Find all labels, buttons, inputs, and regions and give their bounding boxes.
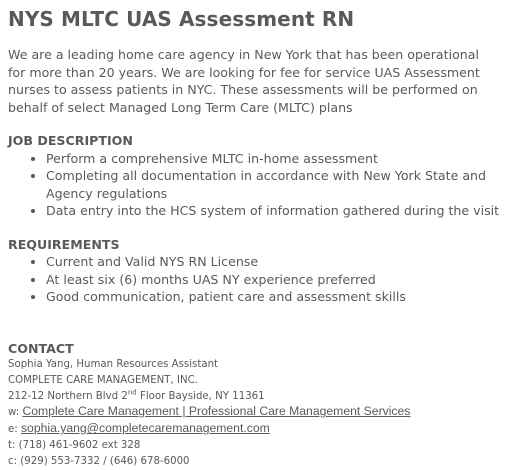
contact-website [8,404,500,421]
address-text: 212-12 Northern Blvd 2 [8,390,128,402]
website-prefix: w: [8,407,23,419]
list-item: • Completing all documentation in accordance with New York State and Agency regulations [46,167,500,202]
list-item: • At least six (6) months UAS NY experience preferred [46,271,500,289]
job-description-list [8,150,500,220]
job-posting [8,6,500,470]
contact-company: COMPLETE CARE MANAGEMENT, INC. [8,374,198,386]
list-item: • Data entry into the HCS system of information gathered during the visit [46,202,500,220]
contact-section [8,340,500,470]
list-item: • Perform a comprehensive MLTC in-home assessment [46,150,500,168]
email-prefix: e: [8,424,21,436]
website-link[interactable]: Complete Care Management | Professional Care Management Services [22,404,411,419]
requirements-section [8,236,500,306]
address-text-rest: Floor Bayside, NY 11361 [136,390,265,402]
contact-email [8,421,500,438]
list-item: • Current and Valid NYS RN License [46,253,500,271]
contact-name: Sophia Yang, Human Resources Assistant [8,359,219,370]
job-description-section [8,132,500,220]
contact-phone: t: (718) 461-9602 ext 328 [8,439,141,451]
intro-paragraph: We are a leading home care agency in New York that has been operational for more than 20 years. We are looking for fee for service UAS Assessment nurses to assess patients in NYC. These assessments will be performed on behalf of select Managed Long Term Care (MLTC) plans [8,47,480,115]
list-item: • Good communication, patient care and assessment skills [46,288,500,306]
requirements-heading: REQUIREMENTS [8,236,120,252]
contact-heading: CONTACT [8,340,74,356]
contact-details [8,357,500,470]
address-superscript: nd [127,388,137,397]
contact-address [8,389,500,405]
job-description-heading: JOB DESCRIPTION [8,133,133,148]
contact-cell: c: (929) 553-7332 / (646) 678-6000 [8,455,190,467]
email-link[interactable]: sophia.yang@completecaremanagement.com [20,421,270,436]
requirements-list [8,253,500,306]
page-title: NYS MLTC UAS Assessment RN [8,7,355,31]
